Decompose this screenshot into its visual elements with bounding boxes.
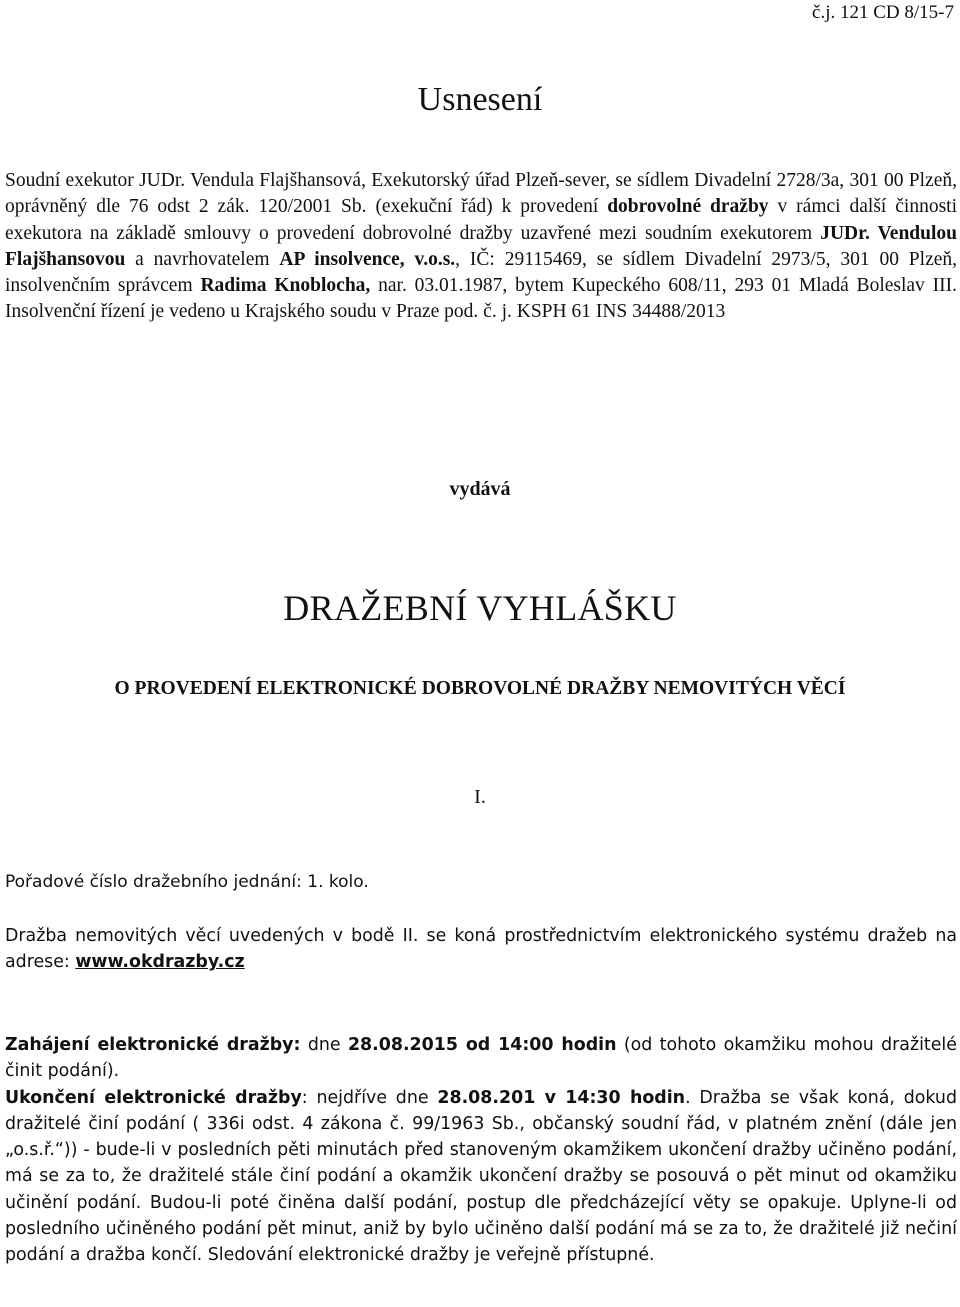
end-text: . Dražba se však koná, dokud dražitelé činí podání ( 336i odst. 4 zákona č. 99/1963 Sb., občanský soudní řád, v platném znění (dále jen „o.s.ř.“)) - bude-li v posledních pěti minutách před stanoveným okamžikem ukončení dražby učiněno podání, má se za to, že dražitelé stále činí podání a okamžik ukončení dražby se posouvá o pět minut od okamžiku učinění podání. Budou-li poté činěna další podání, postup dle předcházející věty se opakuje. Uplyne-li od posledního učiněného podání pět minut, aniž by bylo učiněno další podání má se za to, že dražitelé již nečiní podání a dražba končí. Sledování elektronické dražby je veřejně přístupné. (5, 1087, 957, 1266)
auction-timing-paragraph (5, 1032, 957, 1269)
auction-notice-subtitle: O PROVEDENÍ ELEKTRONICKÉ DOBROVOLNÉ DRAŽBY NEMOVITÝCH VĚCÍ (114, 678, 846, 699)
intro-bold-executor: JUDr. Vendulou Flajšhansovou (5, 222, 957, 270)
intro-paragraph (5, 168, 957, 326)
end-pre: : nejdříve dne (301, 1087, 438, 1108)
round-line: Pořadové číslo dražebního jednání: 1. kolo. (5, 872, 369, 892)
intro-bold-administrator: Radima Knoblocha, (200, 275, 371, 297)
start-date-time: 28.08.2015 od 14:00 hodin (347, 1035, 617, 1055)
document-heading: Usnesení (417, 81, 543, 118)
auction-notice-title: DRAŽEBNÍ VYHLÁŠKU (283, 588, 677, 628)
auction-website-link[interactable]: www.okdrazby.cz (75, 952, 245, 973)
end-label: Ukončení elektronické dražby (5, 1087, 302, 1108)
start-label: Zahájení elektronické dražby: (5, 1035, 301, 1055)
start-note: (od tohoto okamžiku mohou dražitelé činit podání). (5, 1035, 957, 1082)
end-date-time: 28.08.201 v 14:30 hodin (437, 1087, 686, 1108)
system-paragraph (5, 923, 957, 976)
intro-bold-company: AP insolvence, v.o.s. (279, 248, 456, 270)
intro-text-1: Soudní exekutor JUDr. Vendula Flajšhansová, Exekutorský úřad Plzeň-sever, se sídlem Divadelní 2728/3a, 301 00 Plzeň, oprávněný dle 76 odst 2 zák. 120/2001 Sb. (exekuční řád) k provedení (5, 170, 957, 218)
system-text: Dražba nemovitých věcí uvedených v bodě II. se koná prostřednictvím elektronického systému dražeb na adrese: (5, 926, 957, 973)
case-number: č.j. 121 CD 8/15-7 (812, 2, 954, 23)
section-number: I. (474, 786, 486, 808)
intro-text-5: nar. 03.01.1987, bytem Kupeckého 608/11, 293 01 Mladá Boleslav III. Insolvenční řízení je vedeno u Krajského soudu v Praze pod. č. j. KSPH 61 INS 34488/2013 (5, 275, 957, 323)
start-pre: dne (300, 1035, 348, 1055)
intro-text-2: v rámci další činnosti exekutora na základě smlouvy o provedení dobrovolné dražby uzavřené mezi soudním exekutorem (5, 196, 958, 244)
intro-text-3: a navrhovatelem (125, 248, 280, 270)
intro-bold-auction-type: dobrovolné dražby (607, 196, 769, 218)
intro-text-4: , IČ: 29115469, se sídlem Divadelní 2973/5, 301 00 Plzeň, insolvenčním správcem (5, 248, 958, 297)
issues-word: vydává (449, 478, 511, 500)
